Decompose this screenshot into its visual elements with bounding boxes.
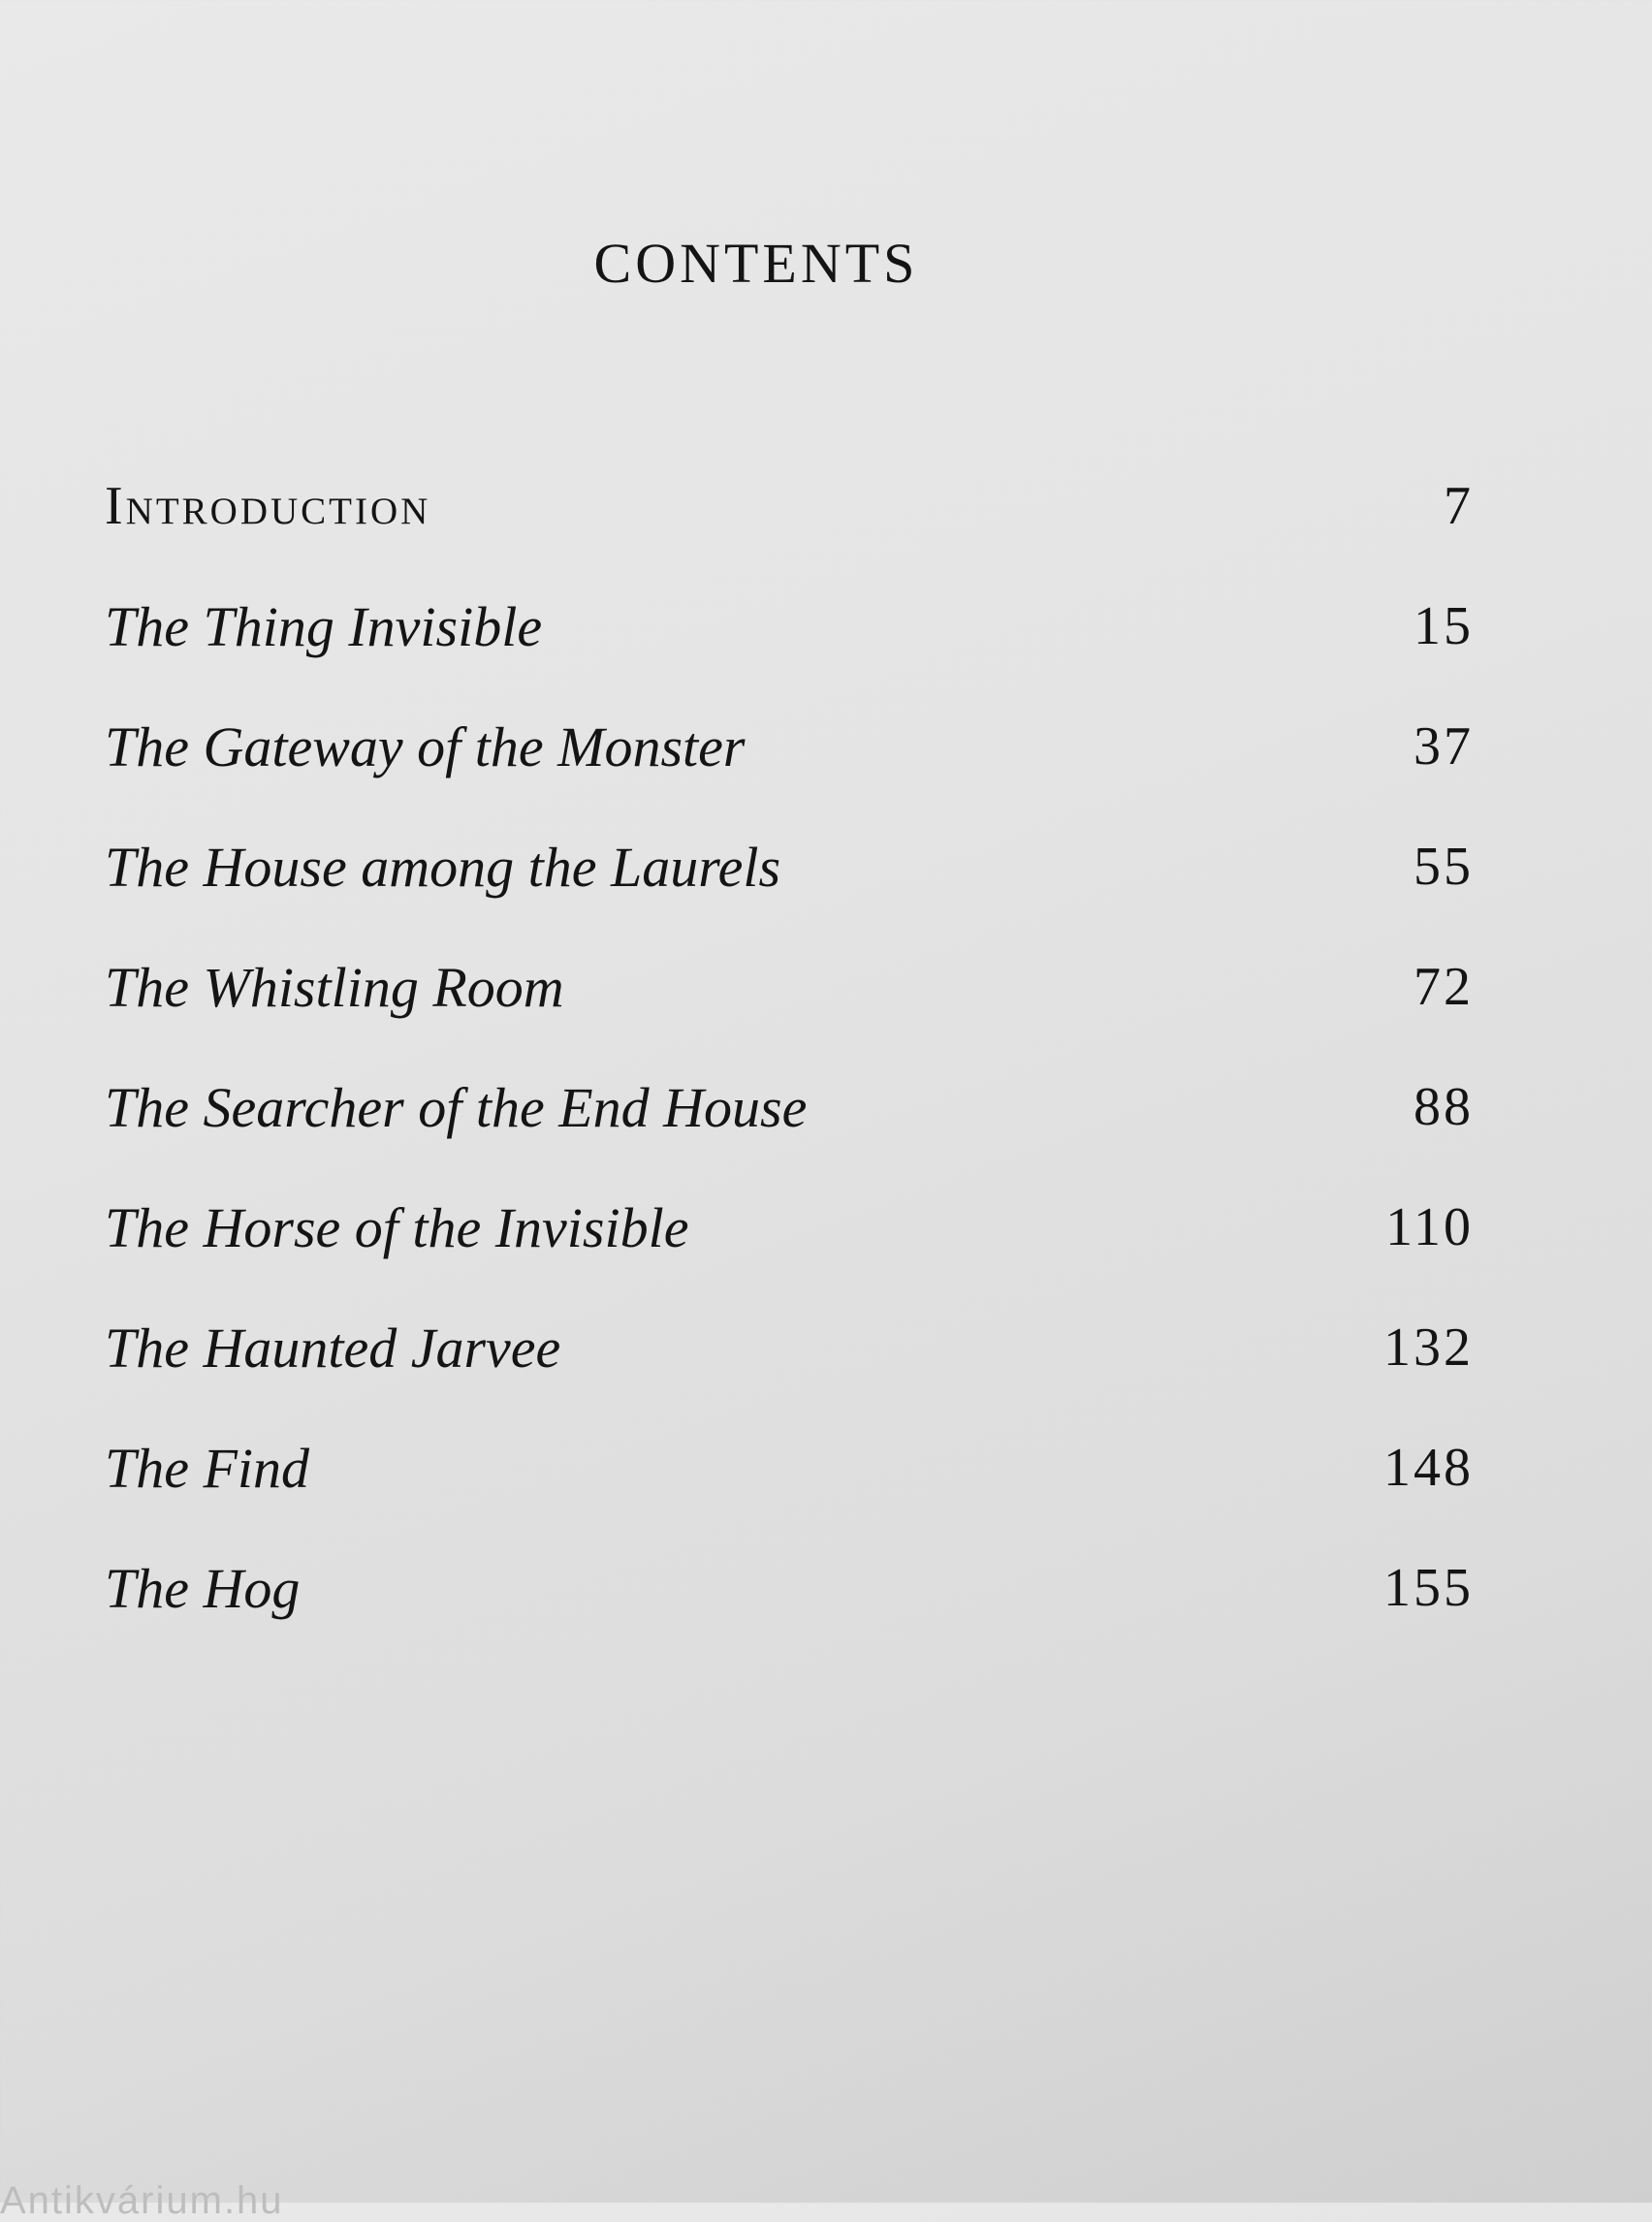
toc-title: The House among the Laurels: [105, 835, 781, 899]
toc-page-number: 148: [1383, 1438, 1474, 1498]
toc-page-number: 7: [1444, 476, 1474, 536]
toc-page-number: 132: [1383, 1317, 1474, 1378]
toc-page-number: 88: [1414, 1077, 1474, 1137]
toc-page-number: 37: [1414, 716, 1474, 777]
toc-entry: [105, 1528, 1474, 1648]
toc-page-number: 72: [1414, 957, 1474, 1017]
toc-title: The Gateway of the Monster: [105, 714, 746, 778]
toc-title: The Find: [105, 1436, 310, 1500]
toc-entry: [105, 927, 1474, 1047]
toc-title: Introduction: [105, 476, 431, 536]
toc-entry-introduction: [105, 446, 1474, 566]
watermark: Antikvárium.hu: [0, 2179, 284, 2222]
toc-page-number: 155: [1383, 1558, 1474, 1618]
toc-title: The Thing Invisible: [105, 594, 543, 658]
toc-entry: [105, 1408, 1474, 1528]
toc-entry: [105, 1287, 1474, 1408]
toc-entry: [105, 1167, 1474, 1287]
toc-page-number: 55: [1414, 837, 1474, 897]
contents-heading: CONTENTS: [593, 232, 919, 295]
toc-page-number: 15: [1414, 596, 1474, 656]
toc-entry: [105, 686, 1474, 807]
toc-title: The Haunted Jarvee: [105, 1316, 561, 1380]
toc-title: The Horse of the Invisible: [105, 1195, 689, 1259]
toc-entry: [105, 1047, 1474, 1167]
toc-entry: [105, 566, 1474, 686]
table-of-contents: [105, 446, 1474, 1648]
toc-page-number: 110: [1385, 1197, 1474, 1257]
toc-title: The Searcher of the End House: [105, 1075, 808, 1139]
toc-title: The Hog: [105, 1556, 301, 1620]
toc-title: The Whistling Room: [105, 955, 564, 1019]
toc-entry: [105, 807, 1474, 927]
